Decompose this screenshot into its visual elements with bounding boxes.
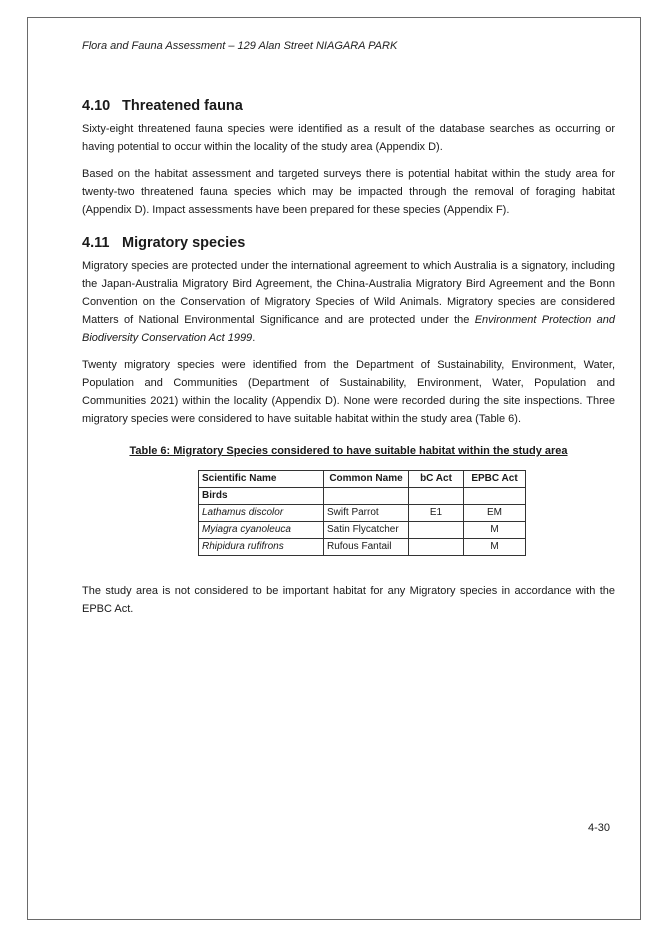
table-row: [199, 505, 526, 522]
section-number: 4.11: [82, 235, 110, 251]
header-bc-act: bC Act: [409, 471, 464, 488]
scientific-name-cell: Lathamus discolor: [199, 505, 324, 522]
table-row: [199, 539, 526, 556]
table-cell: [324, 488, 409, 505]
bc-act-cell: E1: [409, 505, 464, 522]
table-cell: [464, 488, 526, 505]
closing-paragraph: The study area is not considered to be important habitat for any Migratory species in accordance with the EPBC Act.: [82, 585, 615, 615]
header-scientific-name: Scientific Name: [199, 471, 324, 488]
epbc-act-cell: EM: [464, 505, 526, 522]
paragraph: Sixty-eight threatened fauna species were identified as a result of the database searches as occurring or having potential to occur within the locality of the study area (Appendix D).: [82, 123, 615, 153]
table-caption: Table 6: Migratory Species considered to have suitable habitat within the study area: [129, 445, 568, 457]
document-body: [82, 96, 615, 627]
section-title: Threatened fauna: [122, 98, 243, 114]
table-header-row: [199, 471, 526, 488]
act-title: Environment Protection and Biodiversity Conservation Act 1999: [82, 314, 615, 344]
header-common-name: Common Name: [324, 471, 409, 488]
paragraph-text: Migratory species are protected under the international agreement to which Australia is a signatory, including the Japan-Australia Migratory Bird Agreement, the China-Australia Migratory Bird Agreement and the Bonn Convention on the Conservation of Migratory Species of Wild Animals. Migratory species are considered Matters of National Environmental Significance and are protected under the: [82, 260, 615, 326]
page-number: 4-30: [588, 822, 611, 834]
section-title: Migratory species: [122, 235, 246, 251]
paragraph: Twenty migratory species were identified from the Department of Sustainability, Environment, Water, Population and Communities (Department of Sustainability, Environment, Water, Population and Communities 2021) within the locality (Appendix D). None were recorded during the site inspections. Three migratory species were considered to have suitable habitat within the study area (Table 6).: [82, 359, 615, 425]
table-row: [199, 522, 526, 539]
scientific-name-cell: Myiagra cyanoleuca: [199, 522, 324, 539]
epbc-act-cell: M: [464, 539, 526, 556]
common-name-cell: Rufous Fantail: [324, 539, 409, 556]
section-heading-migratory-species: [82, 233, 615, 253]
bc-act-cell: [409, 522, 464, 539]
section-number: 4.10: [82, 98, 111, 114]
header-epbc-act: EPBC Act: [464, 471, 526, 488]
epbc-act-cell: M: [464, 522, 526, 539]
scientific-name-cell: Rhipidura rufifrons: [199, 539, 324, 556]
paragraph: Based on the habitat assessment and targeted surveys there is potential habitat within the study area for twenty-two threatened fauna species which may be impacted through the removal of foraging habitat (Appendix D). Impact assessments have been prepared for these species (Appendix F).: [82, 168, 615, 216]
section-heading-threatened-fauna: [82, 96, 615, 116]
table-group-row: [199, 488, 526, 505]
group-label: Birds: [199, 488, 324, 505]
common-name-cell: Swift Parrot: [324, 505, 409, 522]
migratory-species-table: [198, 470, 526, 556]
common-name-cell: Satin Flycatcher: [324, 522, 409, 539]
table-cell: [409, 488, 464, 505]
paragraph-end: .: [252, 332, 256, 344]
paragraph: [82, 257, 615, 347]
running-header: Flora and Fauna Assessment – 129 Alan Street NIAGARA PARK: [82, 40, 398, 52]
bc-act-cell: [409, 539, 464, 556]
